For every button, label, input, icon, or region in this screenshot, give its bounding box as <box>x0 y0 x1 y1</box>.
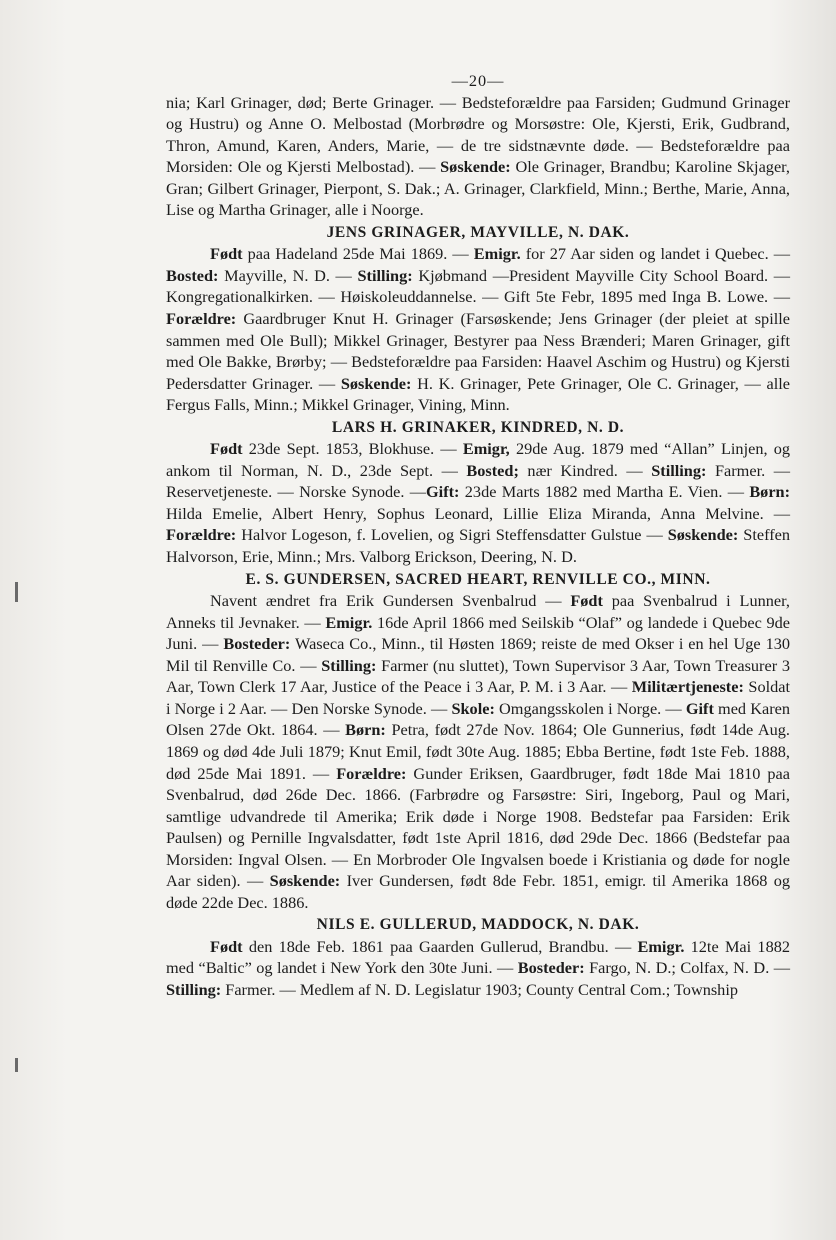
field-text: med Karen Olsen 27de Okt. 1864. — <box>166 698 790 740</box>
field-text: Gaardbruger Knut H. Grinager (Farsøskende; Jens Grinager (der pleiet at spille sammen med Ole Bull); Mikkel Grinager, Bestyrer paa Ness Brænderi; Maren Grinager, gift med Ole Bakke, Brørby; — Bedsteforældre paa Farsiden: Haavel Aschim og Hustru) og Kjersti Pedersdatter Grinager. — <box>166 309 790 393</box>
field-label: Forældre: <box>336 763 407 783</box>
entry-body <box>166 936 790 1001</box>
field-label: Børn: <box>345 720 386 740</box>
field-text: for 27 Aar siden og landet i Quebec. — <box>520 244 790 264</box>
field-label: Forældre: <box>166 525 237 545</box>
field-label: Stilling: <box>651 460 707 480</box>
field-label: Født <box>570 591 603 611</box>
entry-body <box>166 590 790 913</box>
entry-body <box>166 243 790 415</box>
field-text: Petra, født 27de Nov. 1864; Ole Gunnerius, født 14de Aug. 1869 og død 4de Juli 1879; Knut Emil, født 30te Aug. 1885; Ebba Bertine, født 1ste Feb. 1888, død 25de Mai 1891. — <box>166 720 791 783</box>
field-label: Søskende: <box>667 525 739 545</box>
field-label: Født <box>210 244 243 264</box>
field-label: Emigr. <box>473 244 521 264</box>
field-text: Navent ændret fra Erik Gundersen Svenbalrud — <box>210 591 571 611</box>
entry-title: NILS E. GULLERUD, MADDOCK, N. DAK. <box>316 916 640 934</box>
scan-edge-mark <box>15 582 18 602</box>
intro-soskende-label: Søskende: <box>440 157 511 177</box>
field-label: Født <box>210 439 243 459</box>
scan-edge-mark <box>15 1058 18 1072</box>
field-text: Omgangsskolen i Norge. — <box>494 698 686 718</box>
field-label: Skole: <box>451 698 495 718</box>
field-label: Stilling: <box>321 655 377 675</box>
field-text: den 18de Feb. 1861 paa Gaarden Gullerud, Brandbu. — <box>242 936 638 956</box>
field-text: Hilda Emelie, Albert Henry, Sophus Leonard, Lillie Eliza Miranda, Anna Melvine. — <box>166 503 790 523</box>
field-label: Bosteder: <box>223 634 291 654</box>
intro-paragraph <box>166 92 790 221</box>
page-content <box>166 70 790 1001</box>
field-label: Emigr. <box>325 612 373 632</box>
field-label: Forældre: <box>166 309 237 329</box>
field-label: Emigr. <box>637 936 685 956</box>
field-text: H. K. Grinager, Pete Grinager, Ole C. Grinager, — alle Fergus Falls, Minn.; Mikkel Grinager, Vining, Minn. <box>166 373 790 415</box>
intro-soskende-text: Ole Grinager, Brandbu; Karoline Skjager, Gran; Gilbert Grinager, Pierpont, S. Dak.; A. Grinager, Clarkfield, Minn.; Berthe, Marie, Anna, Lise og Martha Grinager, alle i Noorge. <box>166 157 791 220</box>
field-text: Soldat i Norge i 2 Aar. — Den Norske Synode. — <box>166 677 790 718</box>
field-text: Farmer. — Reservetjeneste. — Norske Synode. — <box>166 460 790 502</box>
field-text: Gunder Eriksen, Gaardbruger, født 18de Mai 1810 paa Svenbalrud, død 26de Dec. 1866. (Farbrødre og Farsøstre: Siri, Ingeborg, Paul og Mari, samtlige udvandrede til Amerika; Erik døde i Norge 1908. Bedstefar paa Farsiden: Erik Paulsen) og Pernille Ingvalsdatter, født 1ste April 1816, død 29de Dec. 1866 (Bedstefar paa Morsiden: Ingval Olsen. — En Morbroder Ole Ingvalsen boede i Kristiania og døde for nogle Aar siden). — <box>166 763 790 891</box>
entry-body <box>166 438 790 567</box>
field-label: Børn: <box>749 482 791 502</box>
field-text: Halvor Logeson, f. Lovelien, og Sigri Steffensdatter Gulstue — <box>236 525 668 545</box>
field-text: 23de Sept. 1853, Blokhuse. — <box>242 439 463 459</box>
field-text: nær Kindred. — <box>518 460 652 480</box>
field-label: Gift: <box>426 482 460 502</box>
field-text: 16de April 1866 med Seilskib “Olaf” og landede i Quebec 9de Juni. — <box>166 612 791 654</box>
field-label: Søskende: <box>340 373 412 393</box>
field-label: Militærtjeneste: <box>631 677 744 697</box>
field-text: Farmer (nu sluttet), Town Supervisor 3 Aar, Town Treasurer 3 Aar, Town Clerk 17 Aar, Justice of the Peace i 3 Aar, P. M. i 3 Aar. — <box>166 655 790 697</box>
field-text: Steffen Halvorson, Erie, Minn.; Mrs. Valborg Erickson, Deering, N. D. <box>166 525 790 567</box>
field-label: Emigr, <box>462 439 510 459</box>
field-text: Fargo, N. D.; Colfax, N. D. — <box>584 958 790 978</box>
field-text: Mayville, N. D. — <box>218 265 358 285</box>
entries <box>166 222 790 1001</box>
field-text: Farmer. — Medlem af N. D. Legislatur 1903; County Central Com.; Township <box>221 979 738 999</box>
field-text: paa Hadeland 25de Mai 1869. — <box>242 244 474 264</box>
field-text: Kjøbmand —President Mayville City School Board. — Kongregationalkirken. — Høiskoleuddannelse. — Gift 5te Febr, 1895 med Inga B. Lowe. — <box>166 265 791 307</box>
intro-text: nia; Karl Grinager, død; Berte Grinager. — Bedsteforældre paa Farsiden; Gudmund Grinager og Hustru) og Anne O. Melbostad (Morbrødre og Morsøstre: Ole, Kjersti, Erik, Gudbrand, Thron, Amund, Karen, Anders, Marie, — de tre sidstnævnte døde. — Bedsteforældre paa Morsiden: Ole og Kjersti Melbostad). — <box>166 92 790 177</box>
page-number: —20— <box>451 71 505 90</box>
entry-title: LARS H. GRINAKER, KINDRED, N. D. <box>331 418 625 436</box>
field-label: Bosted: <box>166 265 219 285</box>
entry-title: JENS GRINAGER, MAYVILLE, N. DAK. <box>326 223 630 241</box>
field-label: Bosteder: <box>517 958 585 978</box>
field-label: Bosted; <box>466 460 519 480</box>
field-label: Søskende: <box>269 871 341 891</box>
field-label: Født <box>210 936 243 956</box>
field-label: Stilling: <box>357 265 413 285</box>
field-label: Gift <box>685 698 714 718</box>
entry-title: E. S. GUNDERSEN, SACRED HEART, RENVILLE CO., MINN. <box>245 570 711 588</box>
field-label: Stilling: <box>166 979 222 999</box>
field-text: Iver Gundersen, født 8de Febr. 1851, emigr. til Amerika 1868 og døde 22de Dec. 1886. <box>166 871 791 912</box>
field-text: 23de Marts 1882 med Martha E. Vien. — <box>459 482 750 502</box>
field-text: Waseca Co., Minn., til Høsten 1869; reiste de med Okser i en hel Uge 130 Mil til Renville Co. — <box>166 634 790 675</box>
field-text: paa Svenbalrud i Lunner, Anneks til Jevnaker. — <box>166 591 790 632</box>
field-text: 12te Mai 1882 med “Baltic” og landet i New York den 30te Juni. — <box>166 936 790 978</box>
field-text: 29de Aug. 1879 med “Allan” Linjen, og ankom til Norman, N. D., 23de Sept. — <box>166 439 791 480</box>
